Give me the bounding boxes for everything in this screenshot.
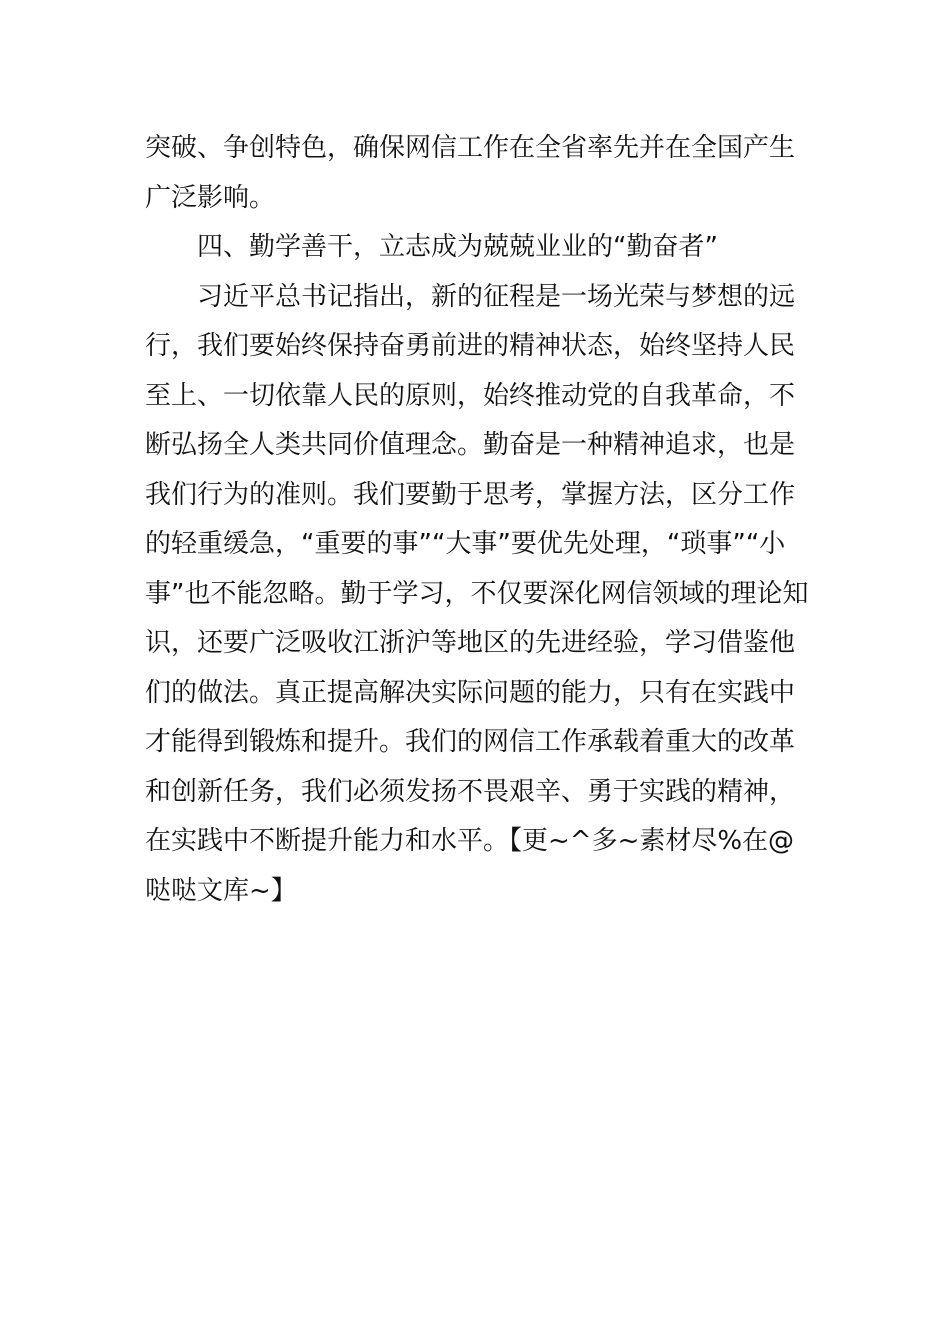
paragraph-2-line-9: 们的做法。真正提高解决实际问题的能力，只有在实践中: [145, 677, 796, 708]
paragraph-2-line-7: 事”也不能忽略。勤于学习，不仅要深化网信领域的理论知: [145, 578, 809, 609]
paragraph-2-line-6: 的轻重缓急，“重要的事”“大事”要优先处理，“琐事”“小: [145, 529, 786, 559]
paragraph-1-line-2: 广泛影响。: [145, 182, 276, 213]
paragraph-2-line-12: 在实践中不断提升能力和水平。【更~^多~素材尽%在@: [145, 826, 795, 856]
paragraph-2-line-2: 行，我们要始终保持奋勇前进的精神状态，始终坚持人民: [145, 331, 796, 361]
paragraph-2-line-8: 识，还要广泛吸收江浙沪等地区的先进经验，学习借鉴他: [145, 628, 796, 658]
paragraph-2-line-4: 断弘扬全人类共同价值理念。勤奋是一种精神追求，也是: [145, 430, 796, 460]
paragraph-2-line-13: 哒哒文库~】: [145, 875, 297, 906]
document-body: [145, 124, 809, 916]
paragraph-2-line-3: 至上、一切依靠人民的原则，始终推动党的自我革命，不: [145, 380, 796, 411]
paragraph-2-line-1: 习近平总书记指出，新的征程是一场光荣与梦想的远: [197, 281, 796, 312]
paragraph-2-line-5: 我们行为的准则。我们要勤于思考，掌握方法，区分工作: [145, 479, 796, 510]
paragraph-2-line-10: 才能得到锻炼和提升。我们的网信工作承载着重大的改革: [145, 727, 796, 757]
paragraph-2-line-11: 和创新任务，我们必须发扬不畏艰辛、勇于实践的精神，: [145, 776, 796, 807]
section-heading: 四、勤学善干，立志成为兢兢业业的“勤奋者”: [197, 232, 718, 262]
paragraph-1-line-1: 突破、争创特色，确保网信工作在全省率先并在全国产生: [145, 133, 796, 163]
